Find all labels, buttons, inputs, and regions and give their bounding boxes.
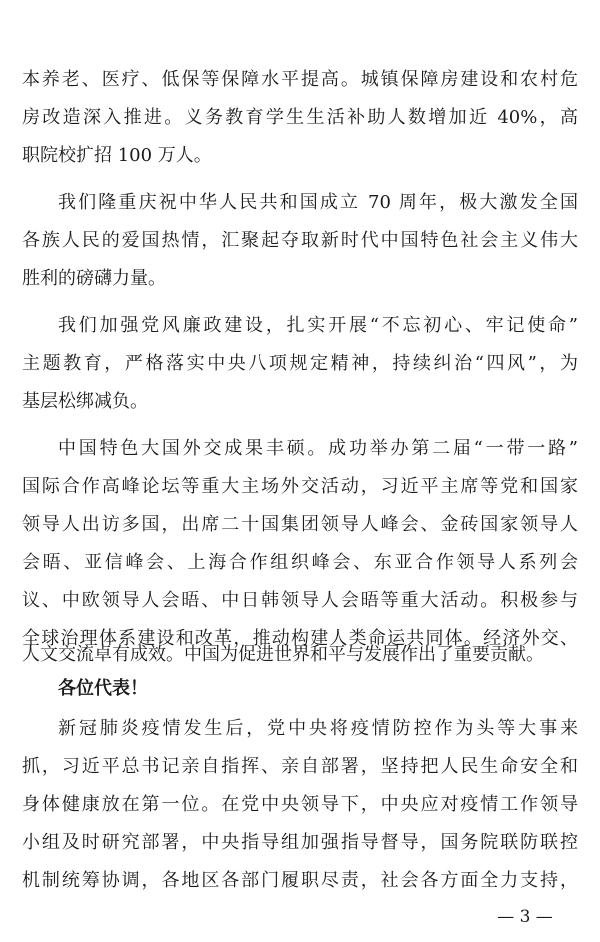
text-line: 身体健康放在第一位。在党中央领导下，中央应对疫情工作领导 <box>22 794 578 815</box>
text-line: 人文交流卓有成效。中国为促进世界和平与发展作出了重要贡献。 <box>22 644 544 665</box>
text-line: 全球治理体系建设和改革，推动构建人类命运共同体。经济外交、 <box>22 628 578 649</box>
text-line: 我们隆重庆祝中华人民共和国成立 70 周年，极大激发全国 <box>58 192 578 213</box>
page-number: — 3 — <box>497 907 553 927</box>
text-line: 基层松绑减负。 <box>22 391 148 412</box>
text-line: 本养老、医疗、低保等保障水平提高。城镇保障房建设和农村危 <box>22 69 578 90</box>
text-line: 国际合作高峰论坛等重大主场外交活动，习近平主席等党和国家 <box>22 476 578 497</box>
text-line: 会晤、亚信峰会、上海合作组织峰会、东亚合作领导人系列会 <box>22 552 578 573</box>
text-line: 机制统筹协调，各地区各部门履职尽责，社会各方面全力支持， <box>22 870 578 891</box>
text-line: 房改造深入推进。义务教育学生生活补助人数增加近 40%，高 <box>22 107 578 128</box>
text-line: 主题教育，严格落实中央八项规定精神，持续纠治“四风”，为 <box>22 353 578 374</box>
text-line: 我们加强党风廉政建设，扎实开展“不忘初心、牢记使命” <box>58 315 578 336</box>
text-line: 中国特色大国外交成果丰硕。成功举办第二届“一带一路” <box>58 438 578 459</box>
text-line: 领导人出访多国，出席二十国集团领导人峰会、金砖国家领导人 <box>22 514 578 535</box>
text-line: 各族人民的爱国热情，汇聚起夺取新时代中国特色社会主义伟大 <box>22 230 578 251</box>
text-line: 职院校扩招 100 万人。 <box>22 145 212 166</box>
section-heading: 各位代表！ <box>58 678 148 699</box>
text-line: 胜利的磅礴力量。 <box>22 268 166 289</box>
text-line: 新冠肺炎疫情发生后，党中央将疫情防控作为头等大事来 <box>58 718 578 739</box>
text-line: 抓，习近平总书记亲自指挥、亲自部署，坚持把人民生命安全和 <box>22 756 578 777</box>
text-line: 议、中欧领导人会晤、中日韩领导人会晤等重大活动。积极参与 <box>22 590 578 611</box>
text-line: 小组及时研究部署，中央指导组加强指导督导，国务院联防联控 <box>22 832 578 853</box>
